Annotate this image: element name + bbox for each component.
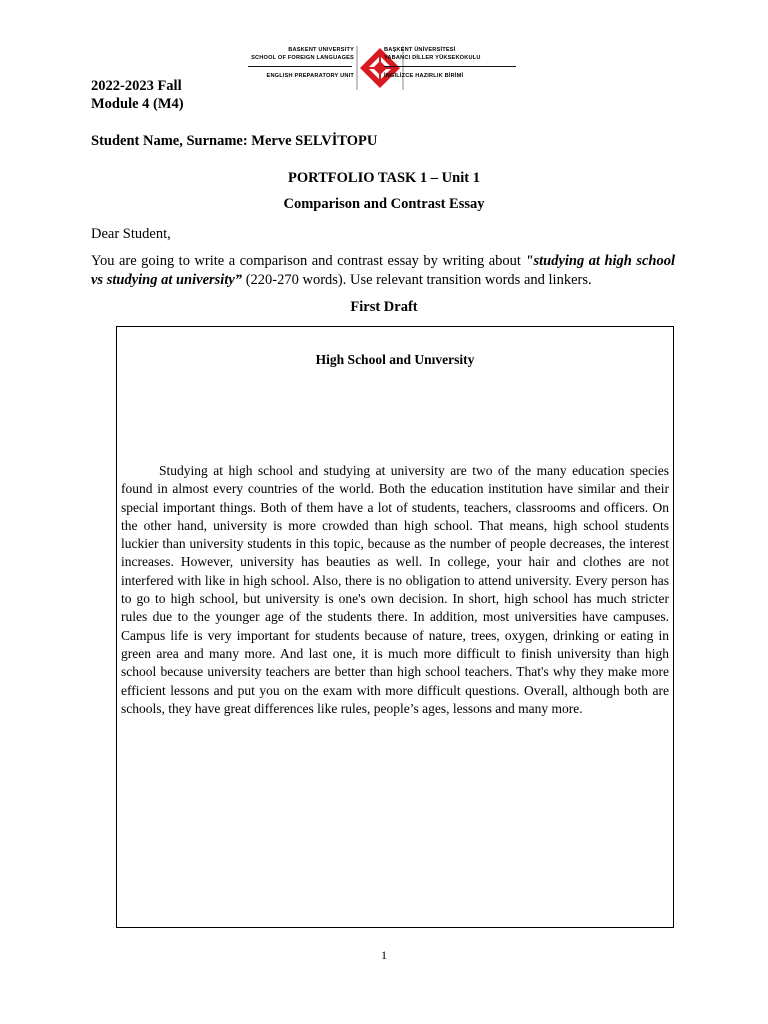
logo-text-line: İNGİLİZCE HAZIRLIK BİRİMİ bbox=[384, 73, 464, 79]
instructions-intro: You are going to write a comparison and contrast essay by writing about bbox=[91, 253, 526, 269]
logo-divider bbox=[248, 66, 352, 67]
logo-text-line: BASKENT UNIVERSITY bbox=[288, 47, 354, 53]
task-subtitle: Comparison and Contrast Essay bbox=[283, 196, 485, 212]
module-label: Module 4 (M4) bbox=[91, 96, 184, 112]
university-logo bbox=[248, 40, 516, 92]
draft-label: First Draft bbox=[350, 299, 418, 315]
logo-text-line: SCHOOL OF FOREIGN LANGUAGES bbox=[251, 55, 354, 61]
term-label: 2022-2023 Fall bbox=[91, 78, 182, 94]
logo-text-line: ENGLISH PREPARATORY UNIT bbox=[266, 73, 354, 79]
logo-text-line: YABANCI DİLLER YÜKSEKOKULU bbox=[384, 55, 481, 61]
page-number: 1 bbox=[381, 948, 387, 962]
logo-text-line: BAŞKENT ÜNİVERSİTESİ bbox=[384, 47, 456, 53]
essay-topic: "studying at high school vs studying at university” bbox=[91, 253, 676, 288]
student-name: Student Name, Surname: Merve SELVİTOPU bbox=[91, 133, 378, 149]
essay-title: High School and Unıversity bbox=[315, 352, 475, 367]
instructions-paragraph bbox=[91, 252, 675, 290]
essay-text: Studying at high school and studying at university are two of the many education species found in almost every countries of the world. Both the education institution have similar and their special important things. Both of them have a lot of students, teachers, classrooms and officers. On the other hand, university is more crowded than high school. That means, high school students luckier than university students in this topic, because as the number of people decreases, the interest increases. However, university has beauties as well. In college, your hair and clothes are not interfered with like in high school. Also, there is no obligation to attend university. Every person has to go to high school, but university is one's own decision. In short, high school has much stricter rules due to the younger age of the students there. In addition, most universities have campuses. Campus life is very important for students because of nature, trees, oxygen, drinking or eating in green area and many more. And last one, it is much more difficult to finish university than high school because university teachers are better than high school teachers. That's why they make more efficient lessons and put you on the exam with more difficult questions. Overall, although both are schools, they have great differences like rules, people’s ages, lessons and many more. bbox=[121, 463, 669, 716]
logo-divider bbox=[384, 66, 516, 67]
instructions-rest: (220-270 words). Use relevant transition words and linkers. bbox=[242, 272, 592, 288]
task-title: PORTFOLIO TASK 1 – Unit 1 bbox=[288, 170, 480, 186]
greeting: Dear Student, bbox=[91, 226, 171, 242]
